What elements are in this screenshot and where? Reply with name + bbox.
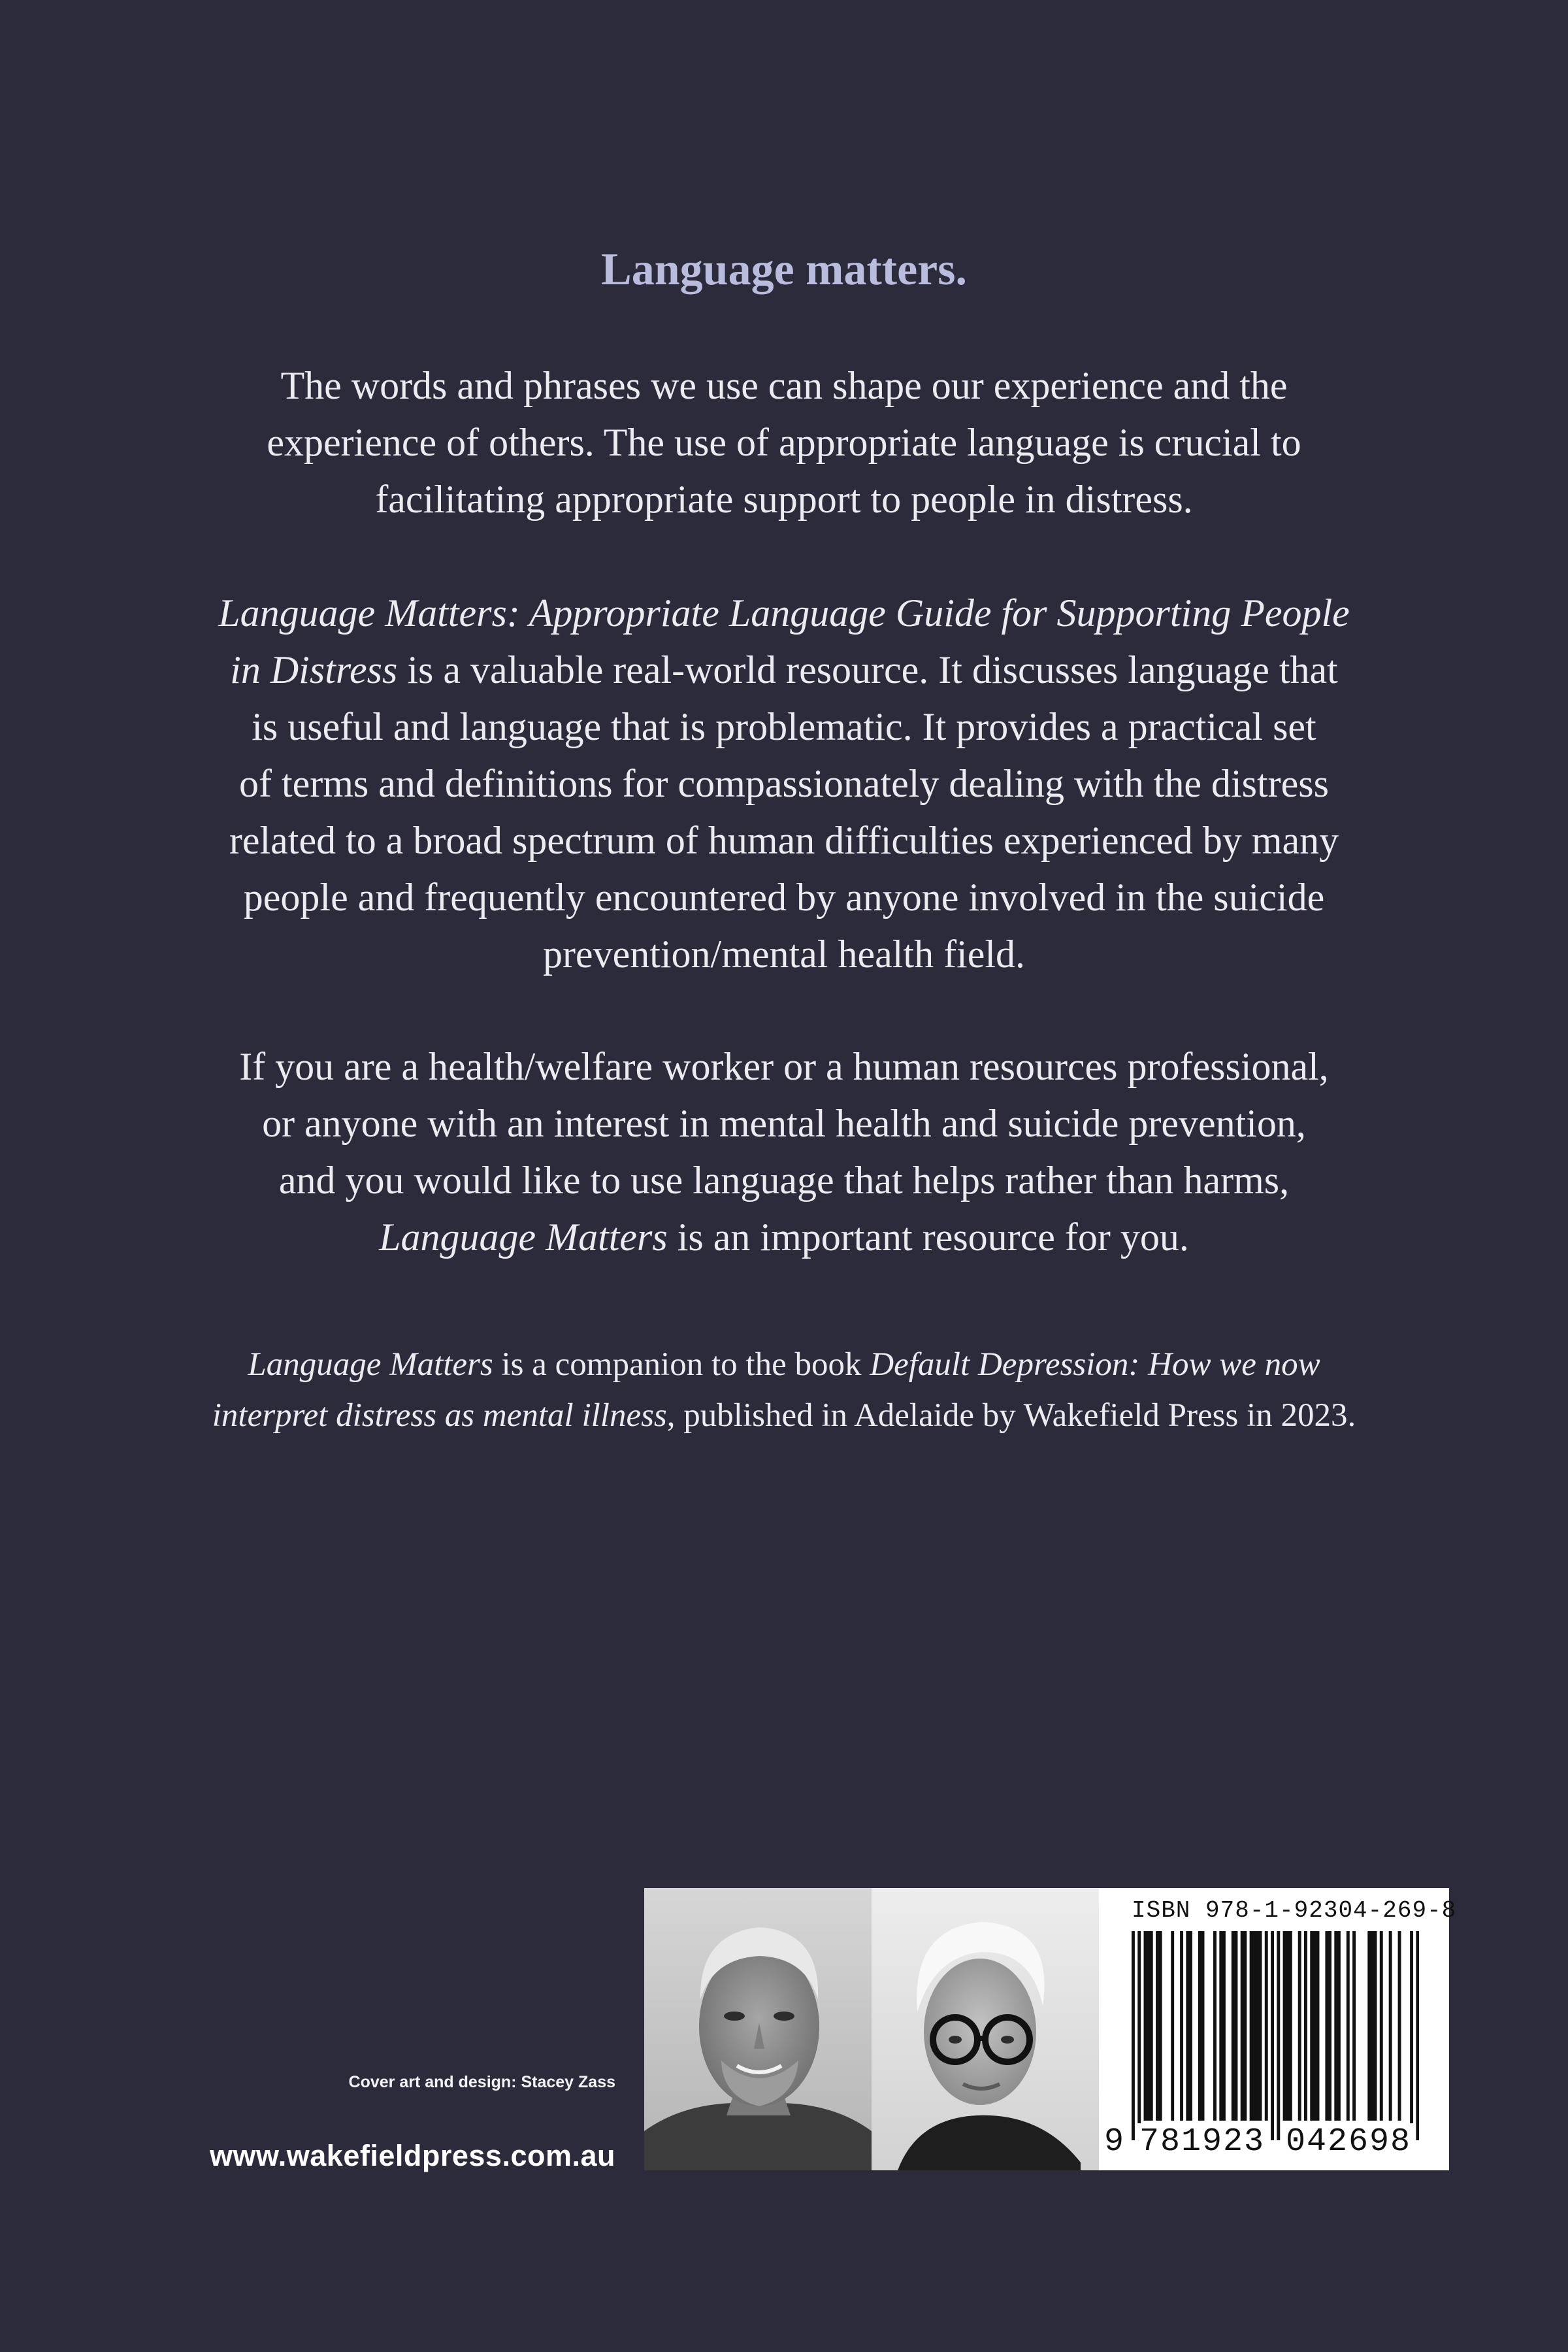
isbn-number: ISBN 978-1-92304-269-8	[1132, 1897, 1457, 1924]
barcode-bar	[1132, 1931, 1135, 2140]
barcode-bar	[1286, 1931, 1289, 2121]
barcode-bar	[1316, 1931, 1320, 2121]
text-line: of terms and definitions for compassionately dealing with the distress	[239, 762, 1329, 805]
barcode-bar	[1144, 1931, 1147, 2121]
barcode-bar	[1137, 1931, 1141, 2140]
ean-right-group: 042698	[1283, 2123, 1414, 2161]
barcode-bar	[1156, 1931, 1159, 2121]
intro-paragraph	[157, 357, 1411, 528]
text-line: If you are a health/welfare worker or a human resources professional,	[239, 1045, 1329, 1088]
text-line: and you would like to use language that helps rather than harms,	[278, 1159, 1290, 1202]
author-photo-1	[644, 1888, 872, 2170]
barcode-bar	[1159, 1931, 1162, 2121]
barcode-bar	[1371, 1931, 1374, 2121]
text-line	[157, 1390, 1411, 1441]
book-title-italic: in Distress	[230, 648, 398, 691]
barcode-bar	[1398, 1931, 1401, 2121]
text-line: experience of others. The use of appropriate language is crucial to	[267, 421, 1301, 464]
barcode-bar	[1219, 1931, 1222, 2121]
author-photo-2	[872, 1888, 1099, 2170]
audience-paragraph	[157, 1038, 1411, 1266]
text-line: is useful and language that is problematic. It provides a practical set	[252, 705, 1316, 748]
text-line: prevention/mental health field.	[542, 933, 1026, 976]
barcode-bar	[1232, 1931, 1235, 2121]
publisher-website: www.wakefieldpress.com.au	[209, 2139, 615, 2172]
book-title-italic: Language Matters: Appropriate Language Guide for Supporting People	[218, 591, 1350, 635]
heading: Language matters.	[601, 244, 967, 295]
barcode-bar	[1374, 1931, 1377, 2121]
barcode-bar	[1189, 1931, 1192, 2121]
barcode-bar	[1277, 1931, 1280, 2140]
companion-book-title-italic: interpret distress as mental illness	[212, 1397, 667, 1434]
barcode-bar	[1289, 1931, 1292, 2121]
description-paragraph	[157, 585, 1411, 983]
text-line: or anyone with an interest in mental health and suicide prevention,	[262, 1102, 1306, 1145]
barcode-bar	[1298, 1931, 1301, 2121]
text-segment: , published in Adelaide by Wakefield Press in 2023.	[666, 1397, 1356, 1434]
barcode-bar	[1325, 1931, 1328, 2121]
companion-book-title-italic: Default Depression: How we now	[870, 1346, 1320, 1383]
barcode-bar	[1171, 1931, 1174, 2121]
barcode	[1099, 1888, 1457, 2170]
barcode-bar	[1234, 1931, 1237, 2121]
barcode-bar	[1328, 1931, 1331, 2121]
text-segment: is a valuable real-world resource. It discusses language that	[397, 648, 1338, 691]
barcode-bar	[1250, 1931, 1253, 2121]
barcode-bar	[1310, 1931, 1313, 2121]
text-line	[157, 1339, 1411, 1390]
barcode-bar	[1334, 1931, 1337, 2121]
text-line	[157, 1209, 1411, 1266]
cover-credit: Cover art and design: Stacey Zass	[348, 2073, 615, 2091]
barcode-bar	[1313, 1931, 1316, 2121]
barcode-bar	[1347, 1931, 1350, 2121]
text-segment: is a companion to the book	[493, 1346, 870, 1383]
book-title-italic: Language Matters	[248, 1346, 493, 1383]
barcode-bar	[1243, 1931, 1247, 2121]
book-title-italic: Language Matters	[379, 1216, 668, 1259]
barcode-bars	[1132, 1931, 1419, 2140]
barcode-bar	[1367, 1931, 1371, 2121]
barcode-bar	[1147, 1931, 1150, 2121]
ean-first-digit: 9	[1104, 2123, 1124, 2161]
companion-note	[157, 1339, 1411, 1441]
ean-left-group: 781923	[1137, 2123, 1267, 2161]
barcode-bar	[1380, 1931, 1383, 2121]
barcode-bar	[1410, 1931, 1413, 2140]
barcode-bar	[1416, 1931, 1419, 2140]
barcode-bar	[1241, 1931, 1244, 2121]
barcode-bar	[1283, 1931, 1286, 2121]
barcode-bar	[1265, 1931, 1268, 2121]
text-line: related to a broad spectrum of human difficulties experienced by many	[229, 819, 1339, 862]
barcode-bar	[1256, 1931, 1259, 2121]
barcode-bar	[1352, 1931, 1356, 2121]
barcode-bar	[1186, 1931, 1189, 2121]
text-line: The words and phrases we use can shape our experience and the	[280, 364, 1288, 407]
barcode-bar	[1304, 1931, 1307, 2121]
text-segment: is an important resource for you.	[667, 1216, 1189, 1259]
text-line	[157, 585, 1411, 642]
barcode-bar	[1389, 1931, 1392, 2121]
barcode-bar	[1222, 1931, 1226, 2121]
barcode-bar	[1198, 1931, 1201, 2121]
barcode-bar	[1252, 1931, 1256, 2121]
barcode-bar	[1337, 1931, 1341, 2121]
barcode-bar	[1150, 1931, 1153, 2121]
text-line: facilitating appropriate support to people in distress.	[375, 478, 1193, 521]
barcode-bar	[1180, 1931, 1183, 2121]
barcode-bar	[1201, 1931, 1205, 2121]
text-line	[157, 642, 1411, 699]
barcode-bar	[1259, 1931, 1262, 2121]
barcode-bar	[1271, 1931, 1274, 2140]
text-line: people and frequently encountered by anyone involved in the suicide	[243, 876, 1325, 919]
barcode-bar	[1213, 1931, 1217, 2121]
